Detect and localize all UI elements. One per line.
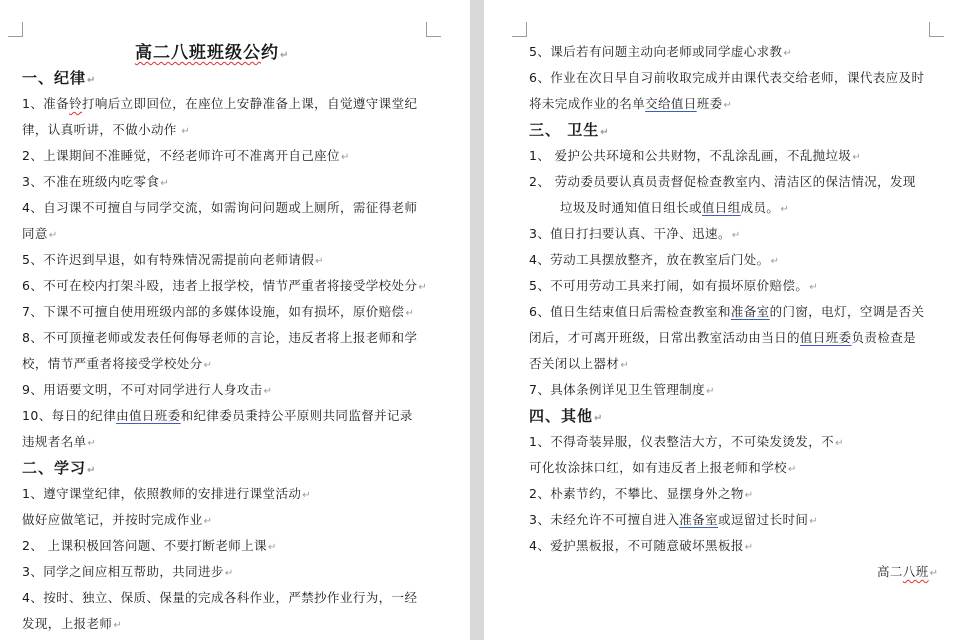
paragraph-line[interactable]: 2、上课期间不准睡觉，不经老师许可不准离开自己座位↵ <box>22 148 350 163</box>
paragraph-line[interactable]: 6、作业在次日早自习前收取完成并由课代表交给老师，课代表应及时 <box>529 70 925 85</box>
paragraph-line[interactable]: 9、用语要文明，不可对同学进行人身攻击↵ <box>22 382 273 397</box>
paragraph-line[interactable]: 违规者名单↵ <box>22 434 97 449</box>
paragraph-line[interactable]: 4、爱护黑板报，不可随意破坏黑板报↵ <box>529 538 754 553</box>
paragraph-line[interactable]: 否关闭以上器材↵ <box>529 356 630 371</box>
paragraph-line[interactable]: 7、具体条例详见卫生管理制度↵ <box>529 382 715 397</box>
section-heading-discipline[interactable]: 一、纪律↵ <box>22 69 97 87</box>
paragraph-line[interactable]: 1、 爱护公共环境和公共财物，不乱涂乱画，不乱抛垃圾↵ <box>529 148 862 163</box>
paragraph-line[interactable]: 闭后，才可离开班级，日常出教室活动由当日的值日班委负责检查是 <box>529 330 917 345</box>
paragraph-line[interactable]: 可化妆涂抹口红，如有违反者上报老师和学校↵ <box>529 460 797 475</box>
section-heading-study[interactable]: 二、学习↵ <box>22 459 97 477</box>
paragraph-line[interactable]: 8、不可顶撞老师或发表任何侮辱老师的言论，违反者将上报老师和学 <box>22 330 418 345</box>
section-heading-hygiene[interactable]: 三、 卫生↵ <box>529 121 610 139</box>
document-page-left <box>0 0 470 640</box>
paragraph-line[interactable]: 2、 劳动委员要认真员责督促检查教室内、清洁区的保洁情况，发现 <box>529 174 916 189</box>
paragraph-line[interactable]: 校，情节严重者将接受学校处分↵ <box>22 356 213 371</box>
paragraph-line[interactable]: 1、不得奇装异服，仪表整洁大方，不可染发烫发，不↵ <box>529 434 844 449</box>
paragraph-line[interactable]: 4、按时、独立、保质、保量的完成各科作业，严禁抄作业行为，一经 <box>22 590 418 605</box>
paragraph-line[interactable]: 2、 上课积极回答问题、不要打断老师上课↵ <box>22 538 277 553</box>
paragraph-line[interactable]: 3、不准在班级内吃零食↵ <box>22 174 170 189</box>
paragraph-line[interactable]: 1、遵守课堂纪律，依照教师的安排进行课堂活动↵ <box>22 486 312 501</box>
margin-corner-mark <box>512 22 527 37</box>
paragraph-line[interactable]: 3、未经允许不可擅自进入准备室或逗留过长时间↵ <box>529 512 819 527</box>
paragraph-line[interactable]: 3、同学之间应相互帮助，共同进步↵ <box>22 564 234 579</box>
paragraph-line[interactable]: 垃圾及时通知值日组长或值日组成员。↵ <box>560 200 790 215</box>
signature-class-name[interactable]: 高二八班↵ <box>877 564 939 579</box>
paragraph-line[interactable]: 5、不可用劳动工具来打闹，如有损坏原价赔偿。↵ <box>529 278 819 293</box>
paragraph-line[interactable]: 10、每日的纪律由值日班委和纪律委员秉持公平原则共同监督并记录 <box>22 408 413 423</box>
paragraph-line[interactable]: 3、值日打扫要认真、干净、迅速。↵ <box>529 226 741 241</box>
paragraph-line[interactable]: 5、课后若有问题主动向老师或同学虚心求教↵ <box>529 44 793 59</box>
paragraph-line[interactable]: 将未完成作业的名单交给值日班委↵ <box>529 96 733 111</box>
paragraph-line[interactable]: 做好应做笔记，并按时完成作业↵ <box>22 512 213 527</box>
margin-corner-mark <box>929 22 944 37</box>
document-title[interactable]: 高二八班班级公约↵ <box>135 43 290 63</box>
paragraph-line[interactable]: 发现，上报老师↵ <box>22 616 123 631</box>
margin-corner-mark <box>8 22 23 37</box>
paragraph-line[interactable]: 6、不可在校内打架斗殴，违者上报学校，情节严重者将接受学校处分↵ <box>22 278 428 293</box>
paragraph-line[interactable]: 5、不许迟到早退，如有特殊情况需提前向老师请假↵ <box>22 252 324 267</box>
paragraph-line[interactable]: 2、朴素节约，不攀比、显摆身外之物↵ <box>529 486 754 501</box>
margin-corner-mark <box>426 22 441 37</box>
paragraph-line[interactable]: 律，认真听讲，不做小动作 ↵ <box>22 122 191 137</box>
document-page-right <box>484 0 969 640</box>
paragraph-line[interactable]: 同意↵ <box>22 226 58 241</box>
paragraph-line[interactable]: 1、准备铃打响后立即回位，在座位上安静准备上课，自觉遵守课堂纪 <box>22 96 418 111</box>
paragraph-line[interactable]: 6、值日生结束值日后需检查教室和准备室的门窗，电灯，空调是否关 <box>529 304 925 319</box>
paragraph-line[interactable]: 4、自习课不可擅自与同学交流，如需询问问题或上厕所，需征得老师 <box>22 200 418 215</box>
section-heading-other[interactable]: 四、其他↵ <box>529 407 604 425</box>
paragraph-line[interactable]: 4、劳动工具摆放整齐，放在教室后门处。↵ <box>529 252 780 267</box>
paragraph-line[interactable]: 7、下课不可擅自使用班级内部的多媒体设施，如有损坏，原价赔偿↵ <box>22 304 415 319</box>
